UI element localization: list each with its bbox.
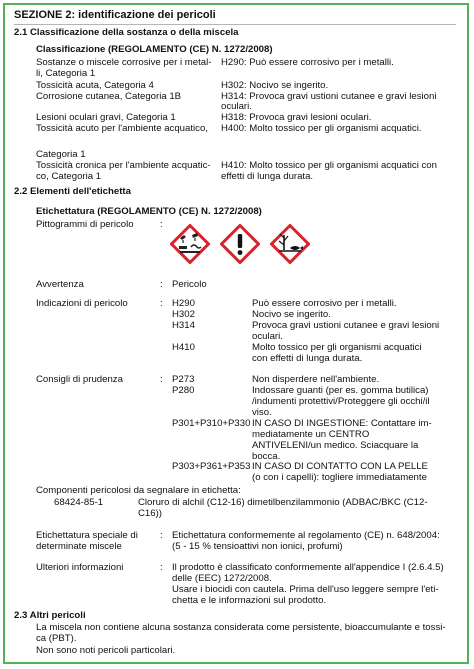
class-left-line: Lesioni oculari gravi, Categoria 1 bbox=[36, 112, 176, 123]
precaution-text: IN CASO DI INGESTIONE: Contattare im- bbox=[252, 418, 432, 429]
section-title: SEZIONE 2: identificazione dei pericoli bbox=[14, 9, 216, 21]
class-right-line: H302: Nocivo se ingerito. bbox=[221, 80, 329, 91]
hazard-text: con effetti di lunga durata. bbox=[252, 353, 363, 364]
class-left-line: Corrosione cutanea, Categoria 1B bbox=[36, 91, 182, 102]
precaution-text: Non disperdere nell'ambiente. bbox=[252, 374, 380, 385]
precaution-text: ANTIVELENI/un medico. Sciacquare la bbox=[252, 440, 419, 451]
precaution-text: bocca. bbox=[252, 451, 281, 462]
hazard-text: Può essere corrosivo per i metalli. bbox=[252, 298, 397, 309]
further-information-label: Ulteriori informazioni bbox=[36, 562, 124, 573]
class-right-line: H314: Provoca gravi ustioni cutanee e gravi lesioni bbox=[221, 91, 437, 102]
class-left-line: Sostanze o miscele corrosive per i metal- bbox=[36, 57, 212, 68]
class-right-line: H400: Molto tossico per gli organismi acquatici. bbox=[221, 123, 422, 134]
corrosion-pictogram-icon bbox=[170, 224, 210, 264]
special-labelling-label: determinate miscele bbox=[36, 541, 122, 552]
precaution-code: P280 bbox=[172, 385, 195, 396]
special-labelling-label: Etichettatura speciale di bbox=[36, 530, 138, 541]
other-hazards-text: ca (PBT). bbox=[36, 633, 77, 644]
hazard-text: Nocivo se ingerito. bbox=[252, 309, 331, 320]
colon: : bbox=[160, 562, 163, 573]
further-information-text: Usare i biocidi con cautela. Prima dell'uso leggere sempre l'eti- bbox=[172, 584, 439, 595]
hazard-text: Molto tossico per gli organismi acquatici bbox=[252, 342, 422, 353]
section-2-2-heading: 2.2 Elementi dell'etichetta bbox=[14, 186, 131, 197]
colon: : bbox=[160, 219, 163, 230]
hazard-code: H314 bbox=[172, 320, 195, 331]
other-hazards-text: Non sono noti pericoli particolari. bbox=[36, 645, 176, 656]
signal-word-value: Pericolo bbox=[172, 279, 207, 290]
labelling-subheading: Etichettatura (REGOLAMENTO (CE) N. 1272/2008) bbox=[36, 206, 262, 217]
colon: : bbox=[160, 298, 163, 309]
class-left-line: li, Categoria 1 bbox=[36, 68, 96, 79]
further-information-text: chetta e le informazioni sul prodotto. bbox=[172, 595, 327, 606]
component-cas-number: 68424-85-1 bbox=[54, 497, 104, 508]
class-right-line: effetti di lunga durata. bbox=[221, 171, 314, 182]
colon: : bbox=[160, 530, 163, 541]
precaution-text: IN CASO DI CONTATTO CON LA PELLE bbox=[252, 461, 428, 472]
classification-subheading: Classificazione (REGOLAMENTO (CE) N. 1272/2008) bbox=[36, 44, 273, 55]
title-divider bbox=[14, 24, 456, 25]
special-labelling-text: Etichettatura conformemente al regolamento (CE) n. 648/2004: bbox=[172, 530, 440, 541]
precaution-code: P273 bbox=[172, 374, 195, 385]
section-2-1-heading: 2.1 Classificazione della sostanza o della miscela bbox=[14, 27, 239, 38]
precaution-code: P303+P361+P353 bbox=[172, 461, 251, 472]
other-hazards-text: La miscela non contiene alcuna sostanza considerata come persistente, bioaccumulante e tossi- bbox=[36, 622, 446, 633]
further-information-text: Il prodotto è classificato conformemente all'appendice I (2.6.4.5) bbox=[172, 562, 444, 573]
precaution-text: Indossare guanti (per es. gomma butilica) bbox=[252, 385, 429, 396]
signal-word-label: Avvertenza bbox=[36, 279, 84, 290]
hazard-code: H302 bbox=[172, 309, 195, 320]
precaution-text: mediatamente un CENTRO bbox=[252, 429, 370, 440]
section-2-3-heading: 2.3 Altri pericoli bbox=[14, 610, 86, 621]
hazard-code: H290 bbox=[172, 298, 195, 309]
hazard-text: oculari. bbox=[252, 331, 283, 342]
pictograms-label: Pittogrammi di pericolo bbox=[36, 219, 134, 230]
colon: : bbox=[160, 374, 163, 385]
class-left-line: Tossicità acuto per l'ambiente acquatico, bbox=[36, 123, 208, 134]
special-labelling-text: (5 - 15 % tensioattivi non ionici, profumi) bbox=[172, 541, 343, 552]
hazard-code: H410 bbox=[172, 342, 195, 353]
precaution-code: P301+P310+P330 bbox=[172, 418, 251, 429]
colon: : bbox=[160, 279, 163, 290]
hazard-statements-label: Indicazioni di pericolo bbox=[36, 298, 128, 309]
precaution-text: viso. bbox=[252, 407, 272, 418]
class-right-line: oculari. bbox=[221, 101, 252, 112]
class-left-line: Categoria 1 bbox=[36, 149, 86, 160]
component-name: Cloruro di alchil (C12-16) dimetilbenzilammonio (ADBAC/BKC (C12- bbox=[138, 497, 428, 508]
environment-pictogram-icon bbox=[270, 224, 310, 264]
class-left-line: Tossicità cronica per l'ambiente acquatic- bbox=[36, 160, 211, 171]
precautionary-statements-label: Consigli di prudenza bbox=[36, 374, 123, 385]
class-right-line: H290: Può essere corrosivo per i metalli. bbox=[221, 57, 394, 68]
precaution-text: (o con i capelli): togliere immediatamente bbox=[252, 472, 427, 483]
hazard-text: Provoca gravi ustioni cutanee e gravi lesioni bbox=[252, 320, 440, 331]
class-right-line: H410: Molto tossico per gli organismi acquatici con bbox=[221, 160, 437, 171]
class-right-line: H318: Provoca gravi lesioni oculari. bbox=[221, 112, 372, 123]
exclamation-pictogram-icon bbox=[220, 224, 260, 264]
further-information-text: delle (EEC) 1272/2008. bbox=[172, 573, 272, 584]
precaution-text: /indumenti protettivi/Proteggere gli occhi/il bbox=[252, 396, 430, 407]
component-name: C16)) bbox=[138, 508, 162, 519]
components-heading: Componenti pericolosi da segnalare in etichetta: bbox=[36, 485, 241, 496]
class-left-line: co, Categoria 1 bbox=[36, 171, 102, 182]
class-left-line: Tossicità acuta, Categoria 4 bbox=[36, 80, 154, 91]
